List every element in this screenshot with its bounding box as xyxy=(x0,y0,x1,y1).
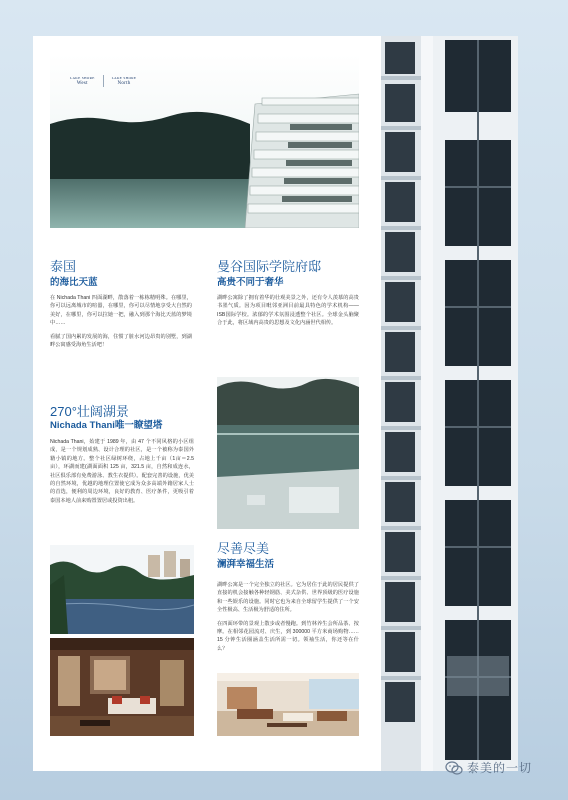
section3-paragraph-1: Nichada Thani，始建于 1989 年，由 47 个不同风格的小区组成，是一个规划成熟、设计合理的社区，是一个被称为泰国外籍小镇的地方。整个社区绿树环绕，占地上千亩（1亩＝2.5 亩），环湖而建(湖面面积 125 亩，321.5 亩，自然和成连水，社区俱乐部有免费游泳、教生衣提供）。配套完善的设施，优美的自然环境，优越的地理位置使它成为众多高端外籍居家人士的首选，便利的周边环境，良好的教育、医疗条件，更吸引着泰国本地人前来购置置居或投资出租。 xyxy=(50,439,194,504)
lake-pool-photo xyxy=(217,377,359,529)
section2-paragraph-1: 湖畔公寓除了拥有着华的壮观美景之外，还有令人羡慕的高贵书墨气质。因为项目毗邻亚洲目前最具特色的学术机构——ISB国际学校。浓郁的学术氛围浸透整个社区。全球金头脑聚合于此，将区域内高贵的思想及文化内涵世代相传。 xyxy=(217,295,359,327)
logo-north-bottom: North xyxy=(117,81,131,86)
section1-subtitle: 的海比天蓝 xyxy=(50,277,98,288)
section2-subtitle: 高贵不同于奢华 xyxy=(217,277,284,288)
section4-paragraph-2: 在四面环带的景观上散步或者慢跑。到竹林养生会所品茶、按摩。在相邻花园流对、庆生，到 300000 平方米商场购物……15 分钟生活圈涵盖生活所需一切。领袖生活，你还等在什么？ xyxy=(217,620,359,652)
living-room-photo xyxy=(50,638,194,736)
section1-body xyxy=(50,294,192,354)
logo-north-top: LAKE SHORE xyxy=(111,76,137,80)
section1-paragraph-1: 在 Nichada Thani 四面湖畔，散落着一栋栋精明殊。在哪里，你可以远离城市的喧嚣，在哪里，你可以尽情地享受大自然的美好，在哪里，你可以拉她一把，融入到那个海比天蓝的梦境中…… xyxy=(50,295,192,327)
brochure-page xyxy=(33,36,381,771)
section2-body xyxy=(217,294,359,333)
section2-title: 曼谷国际学院府邸 xyxy=(217,259,322,274)
section4-subtitle: 澜湃幸福生活 xyxy=(217,559,275,570)
interior-lounge-photo xyxy=(217,673,359,736)
section3-subtitle: Nichada Thani唯一瞭望塔 xyxy=(50,420,163,431)
tower-facade-photo xyxy=(381,36,518,771)
brand-logos xyxy=(70,75,136,87)
wechat-icon xyxy=(445,761,463,775)
section1-paragraph-2: 看腻了国内累的发展的海，住惯了脏水河边昂贵的别墅，到湖畔公寓感受海角生活吧！ xyxy=(50,333,192,349)
lake-aerial-photo xyxy=(50,545,194,634)
logo-divider xyxy=(103,75,104,87)
logo-west-bottom: West xyxy=(76,81,88,86)
logo-west-top: LAKE SHORE xyxy=(70,76,95,80)
section1-title: 泰国 xyxy=(50,259,77,274)
section3-body xyxy=(50,438,194,510)
watermark-text: 泰美的一切 xyxy=(467,761,533,775)
section4-body xyxy=(217,581,359,658)
section4-paragraph-1: 湖畔公寓是一个完全独立的社区。它为居住于此的居民提供了直接的机会接触各种轻钢筋、美式杂供、世界顶级的医疗设施和一些娱乐的设施。同时它也为来自全球留学生提供了一个安全性极高、生活极为舒适的住所。 xyxy=(217,582,359,614)
section3-title: 270°壮阔湖景 xyxy=(50,404,129,419)
logo-lakeshore-west xyxy=(70,75,95,87)
logo-lakeshore-north xyxy=(112,75,137,87)
wechat-watermark xyxy=(445,759,532,776)
hero-building-photo xyxy=(50,54,359,228)
section4-title: 尽善尽美 xyxy=(217,541,270,556)
